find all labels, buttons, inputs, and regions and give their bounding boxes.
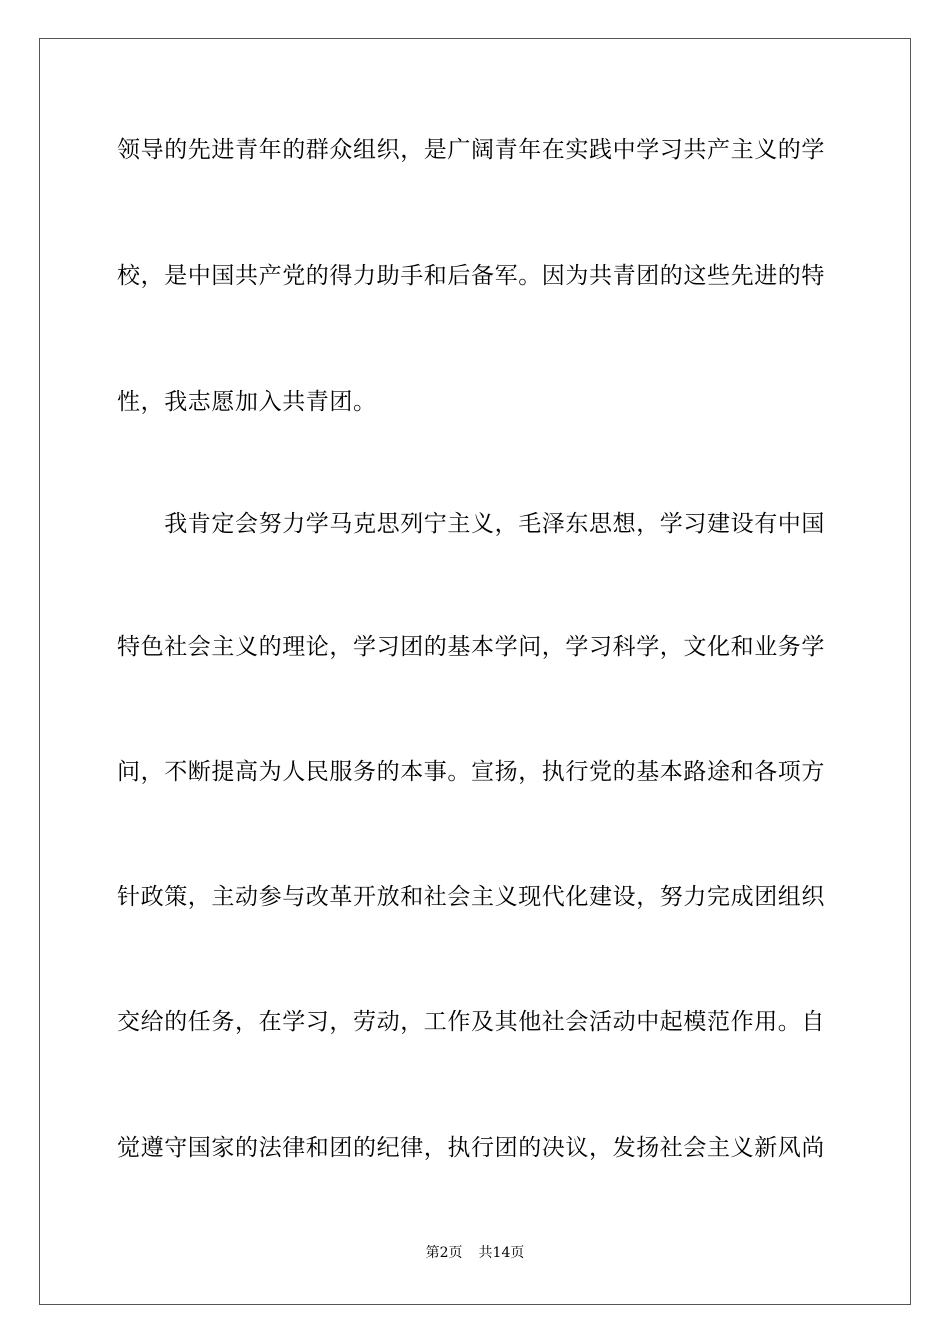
body-line-5: 特色社会主义的理论，学习团的基本学问，学习科学，文化和业务学 bbox=[117, 634, 825, 660]
body-line-8: 交给的任务，在学习，劳动，工作及其他社会活动中起模范作用。自 bbox=[117, 1009, 825, 1035]
body-line-3: 性，我志愿加入共青团。 bbox=[117, 389, 377, 415]
page-footer bbox=[0, 1244, 950, 1262]
page-number-total: 共14页 bbox=[478, 1245, 525, 1261]
body-line-1: 领导的先进青年的群众组织，是广阔青年在实践中学习共产主义的学 bbox=[117, 137, 825, 163]
page-border bbox=[39, 38, 911, 1305]
body-line-6: 问，不断提高为人民服务的本事。宣扬，执行党的基本路途和各项方 bbox=[117, 759, 825, 785]
page-number-current: 第2页 bbox=[425, 1245, 463, 1261]
body-line-4: 我肯定会努力学马克思列宁主义，毛泽东思想，学习建设有中国 bbox=[117, 511, 825, 537]
body-line-2: 校，是中国共产党的得力助手和后备军。因为共青团的这些先进的特 bbox=[117, 263, 825, 289]
body-line-7: 针政策，主动参与改革开放和社会主义现代化建设，努力完成团组织 bbox=[117, 884, 825, 910]
body-line-9: 觉遵守国家的法律和团的纪律，执行团的决议，发扬社会主义新风尚 bbox=[117, 1135, 825, 1161]
